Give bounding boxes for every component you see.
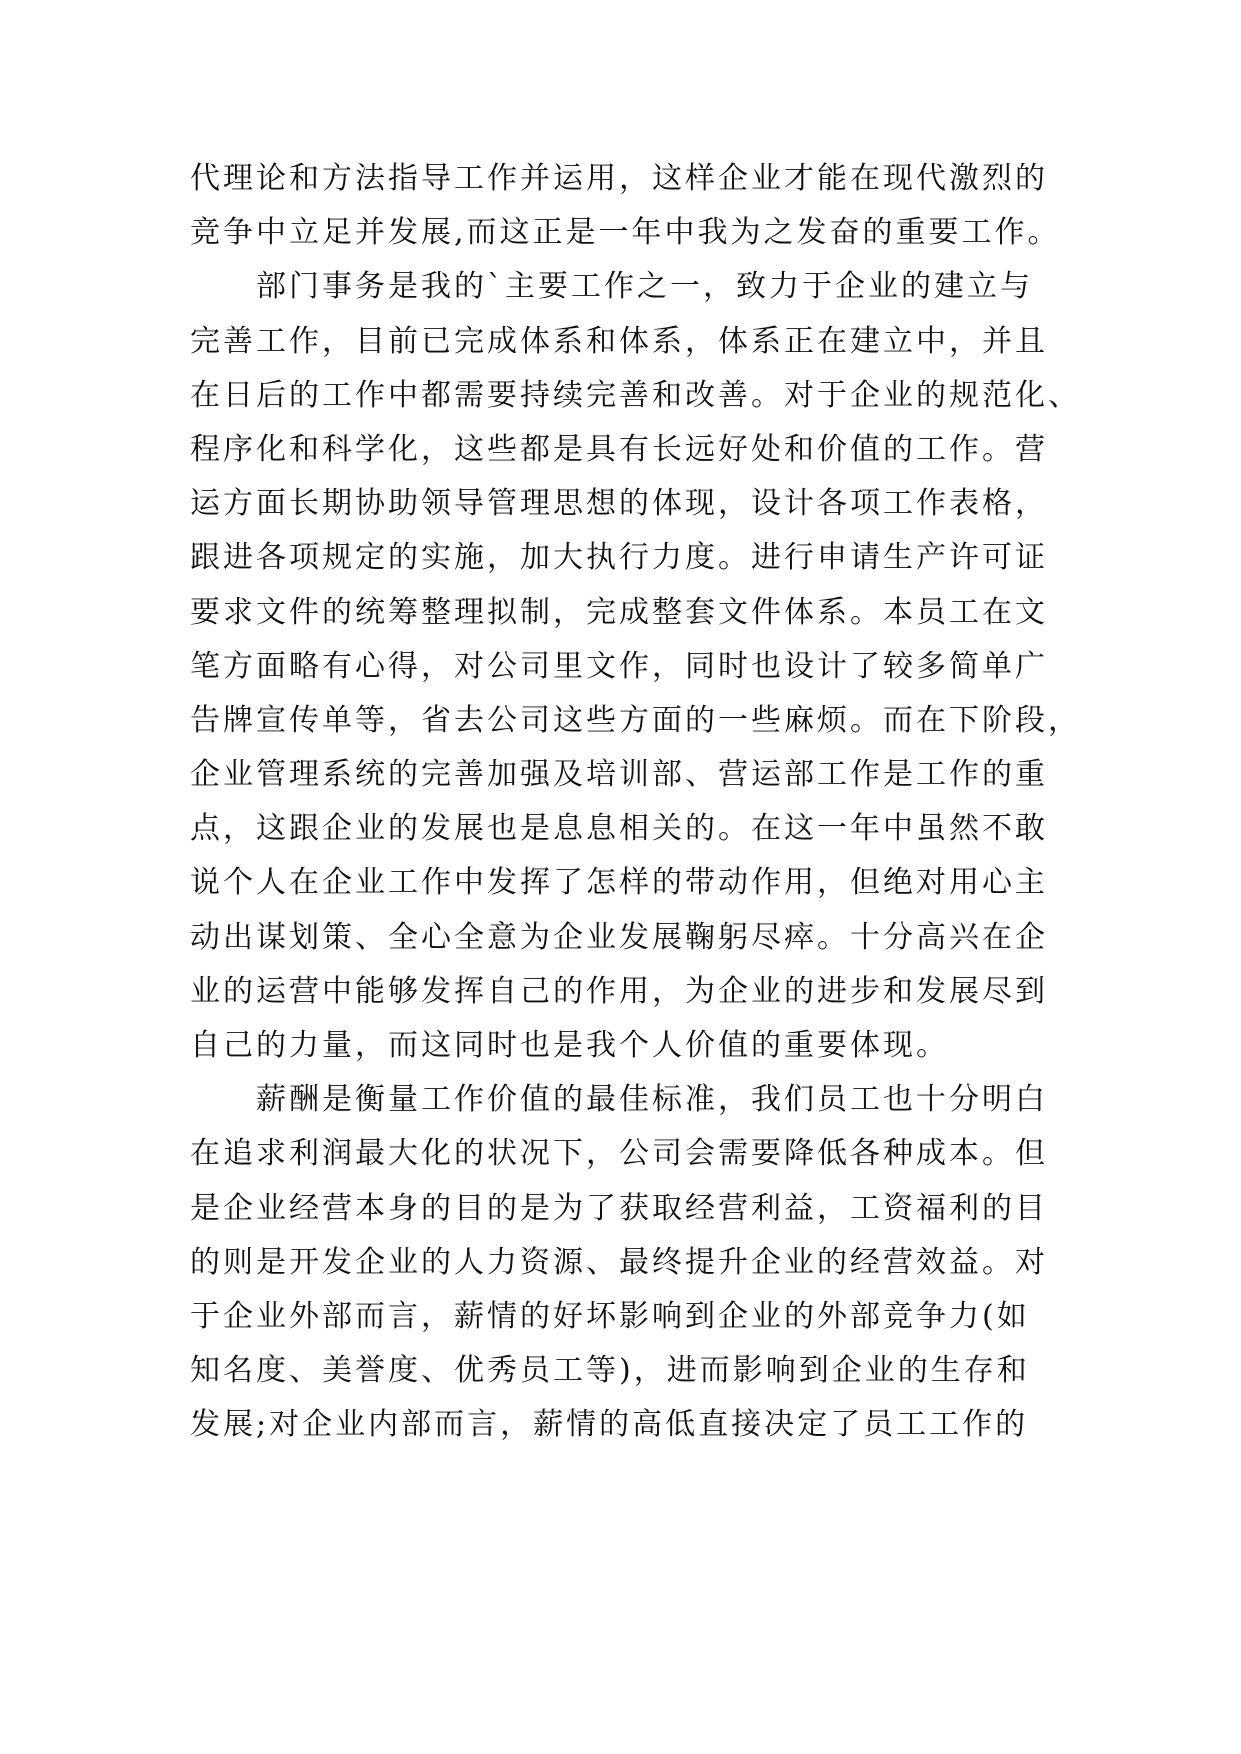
text-line: 知名度、美誉度、优秀员工等)，进而影响到企业的生存和: [190, 1353, 1030, 1389]
text-line: 告牌宣传单等，省去公司这些方面的一些麻烦。而在下阶段，: [190, 702, 1081, 738]
text-line: 于企业外部而言，薪情的好坏影响到企业的外部竞争力(如: [190, 1298, 1030, 1334]
text-line: 业的运营中能够发挥自己的作用，为企业的进步和发展尽到: [190, 973, 1048, 1009]
text-line: 代理论和方法指导工作并运用，这样企业才能在现代激烈的: [190, 161, 1048, 196]
text-line: 笔方面略有心得，对公司里文作，同时也设计了较多简单广: [190, 648, 1048, 684]
text-line: 程序化和科学化，这些都是具有长远好处和价值的工作。营: [190, 431, 1048, 467]
text-line: 完善工作，目前已完成体系和体系，体系正在建立中，并且: [190, 323, 1048, 359]
text-line: 是企业经营本身的目的是为了获取经营利益，工资福利的目: [190, 1190, 1048, 1226]
body-text: [190, 152, 1090, 1453]
text-line: 的则是开发企业的人力资源、最终提升企业的经营效益。对: [190, 1244, 1048, 1280]
text-line: 在日后的工作中都需要持续完善和改善。对于企业的规范化、: [190, 377, 1081, 413]
text-line: 动出谋划策、全心全意为企业发展鞠躬尽瘁。十分高兴在企: [190, 919, 1048, 955]
text-line: 说个人在企业工作中发挥了怎样的带动作用，但绝对用心主: [190, 865, 1048, 901]
text-line: 跟进各项规定的实施，加大执行力度。进行申请生产许可证: [190, 540, 1048, 576]
paragraph-first-line: 部门事务是我的`主要工作之一，致力于企业的建立与: [256, 269, 1033, 305]
text-line: 在追求利润最大化的状况下，公司会需要降低各种成本。但: [190, 1136, 1048, 1172]
text-line: 运方面长期协助领导管理思想的体现，设计各项工作表格，: [190, 486, 1048, 522]
text-line: 点，这跟企业的发展也是息息相关的。在这一年中虽然不敢: [190, 811, 1048, 847]
text-line: 竞争中立足并发展,而这正是一年中我为之发奋的重要工作。: [190, 215, 1061, 251]
text-line: 企业管理系统的完善加强及培训部、营运部工作是工作的重: [190, 757, 1048, 793]
text-line: 要求文件的统筹整理拟制，完成整套文件体系。本员工在文: [190, 594, 1048, 630]
text-line: 发展;对企业内部而言，薪情的高低直接决定了员工工作的: [190, 1407, 1029, 1443]
text-line: 自己的力量，而这同时也是我个人价值的重要体现。: [190, 1028, 949, 1063]
paragraph-first-line: 薪酬是衡量工作价值的最佳标准，我们员工也十分明白: [256, 1082, 1048, 1118]
